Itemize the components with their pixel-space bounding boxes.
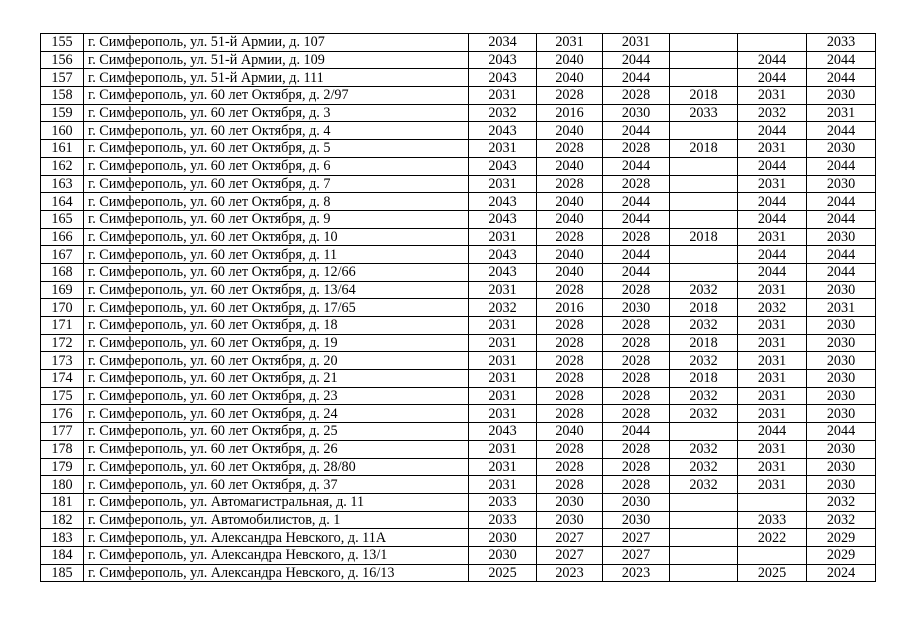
year-col-6-cell: 2030: [807, 334, 876, 352]
year-col-3-cell: 2028: [603, 228, 670, 246]
year-col-4-cell: [670, 493, 738, 511]
address-cell: г. Симферополь, ул. 60 лет Октября, д. 21: [84, 370, 469, 388]
year-col-5-cell: 2031: [738, 140, 807, 158]
year-col-4-cell: [670, 193, 738, 211]
year-col-3-cell: 2028: [603, 352, 670, 370]
year-col-6-cell: 2029: [807, 546, 876, 564]
year-col-1-cell: 2043: [469, 246, 537, 264]
year-col-5-cell: 2031: [738, 476, 807, 494]
table-row: [41, 193, 876, 211]
row-number-cell: 171: [41, 317, 84, 335]
address-cell: г. Симферополь, ул. 60 лет Октября, д. 7: [84, 175, 469, 193]
table-row: [41, 281, 876, 299]
row-number-cell: 165: [41, 210, 84, 228]
year-col-5-cell: 2044: [738, 51, 807, 69]
table-row: [41, 387, 876, 405]
row-number-cell: 179: [41, 458, 84, 476]
year-col-3-cell: 2023: [603, 564, 670, 582]
year-col-4-cell: 2032: [670, 476, 738, 494]
address-cell: г. Симферополь, ул. 60 лет Октября, д. 23: [84, 387, 469, 405]
address-cell: г. Симферополь, ул. 60 лет Октября, д. 24: [84, 405, 469, 423]
year-col-3-cell: 2031: [603, 34, 670, 52]
year-col-5-cell: 2044: [738, 210, 807, 228]
year-col-5-cell: 2031: [738, 175, 807, 193]
address-cell: г. Симферополь, ул. 60 лет Октября, д. 26: [84, 440, 469, 458]
year-col-1-cell: 2032: [469, 104, 537, 122]
year-col-4-cell: [670, 122, 738, 140]
table-row: [41, 370, 876, 388]
year-col-1-cell: 2043: [469, 263, 537, 281]
row-number-cell: 164: [41, 193, 84, 211]
table-row: [41, 34, 876, 52]
table-row: [41, 529, 876, 547]
year-col-3-cell: 2028: [603, 387, 670, 405]
year-col-2-cell: 2040: [537, 193, 603, 211]
year-col-1-cell: 2033: [469, 493, 537, 511]
year-col-1-cell: 2043: [469, 423, 537, 441]
year-col-5-cell: 2031: [738, 370, 807, 388]
row-number-cell: 174: [41, 370, 84, 388]
year-col-2-cell: 2031: [537, 34, 603, 52]
year-col-4-cell: [670, 263, 738, 281]
year-col-2-cell: 2030: [537, 511, 603, 529]
year-col-1-cell: 2043: [469, 210, 537, 228]
address-cell: г. Симферополь, ул. 60 лет Октября, д. 11: [84, 246, 469, 264]
year-col-6-cell: 2030: [807, 175, 876, 193]
row-number-cell: 176: [41, 405, 84, 423]
year-col-5-cell: 2044: [738, 246, 807, 264]
year-col-4-cell: [670, 246, 738, 264]
table-row: [41, 405, 876, 423]
year-col-5-cell: 2033: [738, 511, 807, 529]
year-col-4-cell: [670, 546, 738, 564]
year-col-6-cell: 2030: [807, 352, 876, 370]
year-col-4-cell: 2018: [670, 334, 738, 352]
year-col-6-cell: 2031: [807, 299, 876, 317]
year-col-6-cell: 2044: [807, 246, 876, 264]
year-col-4-cell: [670, 157, 738, 175]
row-number-cell: 155: [41, 34, 84, 52]
address-cell: г. Симферополь, ул. 60 лет Октября, д. 9: [84, 210, 469, 228]
table-row: [41, 51, 876, 69]
year-col-6-cell: 2024: [807, 564, 876, 582]
address-cell: г. Симферополь, ул. 60 лет Октября, д. 25: [84, 423, 469, 441]
year-col-4-cell: [670, 69, 738, 87]
table-row: [41, 352, 876, 370]
table-row: [41, 440, 876, 458]
row-number-cell: 157: [41, 69, 84, 87]
row-number-cell: 163: [41, 175, 84, 193]
year-col-6-cell: 2044: [807, 263, 876, 281]
address-cell: г. Симферополь, ул. Автомагистральная, д. 11: [84, 493, 469, 511]
year-col-6-cell: 2030: [807, 140, 876, 158]
year-col-3-cell: 2028: [603, 458, 670, 476]
year-col-6-cell: 2032: [807, 511, 876, 529]
year-col-5-cell: 2031: [738, 317, 807, 335]
year-col-1-cell: 2043: [469, 122, 537, 140]
row-number-cell: 162: [41, 157, 84, 175]
address-cell: г. Симферополь, ул. 60 лет Октября, д. 20: [84, 352, 469, 370]
table-row: [41, 546, 876, 564]
year-col-1-cell: 2030: [469, 546, 537, 564]
year-col-1-cell: 2043: [469, 51, 537, 69]
year-col-2-cell: 2028: [537, 334, 603, 352]
year-col-4-cell: 2032: [670, 458, 738, 476]
row-number-cell: 166: [41, 228, 84, 246]
address-cell: г. Симферополь, ул. 60 лет Октября, д. 4: [84, 122, 469, 140]
row-number-cell: 168: [41, 263, 84, 281]
address-cell: г. Симферополь, ул. Александра Невского, д. 13/1: [84, 546, 469, 564]
year-col-6-cell: 2044: [807, 51, 876, 69]
year-col-4-cell: [670, 564, 738, 582]
year-col-3-cell: 2028: [603, 317, 670, 335]
year-col-6-cell: 2030: [807, 281, 876, 299]
year-col-1-cell: 2031: [469, 476, 537, 494]
year-col-1-cell: 2031: [469, 281, 537, 299]
year-col-5-cell: [738, 493, 807, 511]
year-col-4-cell: [670, 529, 738, 547]
year-col-4-cell: 2032: [670, 317, 738, 335]
year-col-4-cell: 2018: [670, 299, 738, 317]
year-col-4-cell: 2018: [670, 370, 738, 388]
year-col-5-cell: 2031: [738, 87, 807, 105]
year-col-5-cell: 2044: [738, 69, 807, 87]
address-cell: г. Симферополь, ул. 60 лет Октября, д. 5: [84, 140, 469, 158]
year-col-2-cell: 2040: [537, 246, 603, 264]
table-row: [41, 334, 876, 352]
year-col-4-cell: [670, 210, 738, 228]
year-col-2-cell: 2040: [537, 263, 603, 281]
year-col-4-cell: 2018: [670, 87, 738, 105]
year-col-5-cell: 2031: [738, 352, 807, 370]
year-col-3-cell: 2030: [603, 299, 670, 317]
row-number-cell: 161: [41, 140, 84, 158]
address-cell: г. Симферополь, ул. Александра Невского, д. 16/13: [84, 564, 469, 582]
year-col-3-cell: 2044: [603, 51, 670, 69]
year-col-5-cell: 2044: [738, 193, 807, 211]
year-col-2-cell: 2028: [537, 175, 603, 193]
year-col-1-cell: 2031: [469, 440, 537, 458]
year-col-2-cell: 2028: [537, 476, 603, 494]
year-col-6-cell: 2044: [807, 210, 876, 228]
year-col-1-cell: 2034: [469, 34, 537, 52]
table-row: [41, 210, 876, 228]
table-body: [41, 34, 876, 582]
year-col-3-cell: 2044: [603, 263, 670, 281]
year-col-1-cell: 2031: [469, 458, 537, 476]
year-col-2-cell: 2028: [537, 370, 603, 388]
year-col-5-cell: 2025: [738, 564, 807, 582]
year-col-5-cell: 2022: [738, 529, 807, 547]
year-col-4-cell: [670, 51, 738, 69]
year-col-6-cell: 2030: [807, 458, 876, 476]
year-col-6-cell: 2044: [807, 122, 876, 140]
table-row: [41, 140, 876, 158]
row-number-cell: 177: [41, 423, 84, 441]
year-col-3-cell: 2028: [603, 334, 670, 352]
year-col-1-cell: 2031: [469, 334, 537, 352]
year-col-1-cell: 2031: [469, 352, 537, 370]
table-row: [41, 458, 876, 476]
table-row: [41, 263, 876, 281]
year-col-1-cell: 2025: [469, 564, 537, 582]
row-number-cell: 169: [41, 281, 84, 299]
table-row: [41, 317, 876, 335]
year-col-4-cell: 2032: [670, 281, 738, 299]
year-col-6-cell: 2030: [807, 440, 876, 458]
row-number-cell: 173: [41, 352, 84, 370]
table-row: [41, 423, 876, 441]
year-col-3-cell: 2028: [603, 405, 670, 423]
table-row: [41, 175, 876, 193]
year-col-3-cell: 2027: [603, 546, 670, 564]
year-col-3-cell: 2030: [603, 104, 670, 122]
table-row: [41, 299, 876, 317]
year-col-4-cell: [670, 175, 738, 193]
year-col-6-cell: 2033: [807, 34, 876, 52]
row-number-cell: 160: [41, 122, 84, 140]
row-number-cell: 159: [41, 104, 84, 122]
year-col-6-cell: 2030: [807, 228, 876, 246]
row-number-cell: 181: [41, 493, 84, 511]
year-col-4-cell: [670, 34, 738, 52]
year-col-6-cell: 2031: [807, 104, 876, 122]
year-col-6-cell: 2030: [807, 317, 876, 335]
year-col-5-cell: 2031: [738, 281, 807, 299]
year-col-2-cell: 2028: [537, 405, 603, 423]
year-col-3-cell: 2028: [603, 440, 670, 458]
year-col-2-cell: 2027: [537, 529, 603, 547]
year-col-1-cell: 2031: [469, 175, 537, 193]
year-col-5-cell: 2032: [738, 299, 807, 317]
year-col-4-cell: [670, 423, 738, 441]
year-col-1-cell: 2043: [469, 69, 537, 87]
year-col-6-cell: 2044: [807, 69, 876, 87]
year-col-2-cell: 2016: [537, 104, 603, 122]
year-col-4-cell: 2032: [670, 405, 738, 423]
year-col-1-cell: 2031: [469, 405, 537, 423]
address-cell: г. Симферополь, ул. 60 лет Октября, д. 13/64: [84, 281, 469, 299]
year-col-2-cell: 2040: [537, 51, 603, 69]
row-number-cell: 167: [41, 246, 84, 264]
row-number-cell: 182: [41, 511, 84, 529]
year-col-6-cell: 2030: [807, 387, 876, 405]
address-cell: г. Симферополь, ул. 60 лет Октября, д. 18: [84, 317, 469, 335]
year-col-5-cell: 2031: [738, 387, 807, 405]
address-cell: г. Симферополь, ул. 60 лет Октября, д. 28/80: [84, 458, 469, 476]
table-row: [41, 493, 876, 511]
year-col-3-cell: 2044: [603, 210, 670, 228]
year-col-6-cell: 2032: [807, 493, 876, 511]
address-cell: г. Симферополь, ул. 60 лет Октября, д. 8: [84, 193, 469, 211]
address-cell: г. Симферополь, ул. 60 лет Октября, д. 37: [84, 476, 469, 494]
year-col-2-cell: 2028: [537, 317, 603, 335]
year-col-1-cell: 2043: [469, 193, 537, 211]
year-col-5-cell: 2031: [738, 440, 807, 458]
year-col-1-cell: 2031: [469, 140, 537, 158]
table-row: [41, 564, 876, 582]
year-col-1-cell: 2043: [469, 157, 537, 175]
year-col-6-cell: 2030: [807, 87, 876, 105]
year-col-2-cell: 2016: [537, 299, 603, 317]
year-col-1-cell: 2031: [469, 87, 537, 105]
year-col-5-cell: 2044: [738, 157, 807, 175]
year-col-3-cell: 2044: [603, 246, 670, 264]
year-col-6-cell: 2030: [807, 405, 876, 423]
year-col-2-cell: 2040: [537, 157, 603, 175]
year-col-3-cell: 2030: [603, 511, 670, 529]
year-col-6-cell: 2044: [807, 423, 876, 441]
year-col-5-cell: 2031: [738, 458, 807, 476]
year-col-3-cell: 2044: [603, 122, 670, 140]
table-row: [41, 157, 876, 175]
address-cell: г. Симферополь, ул. 51-й Армии, д. 107: [84, 34, 469, 52]
year-col-1-cell: 2031: [469, 228, 537, 246]
year-col-3-cell: 2028: [603, 140, 670, 158]
year-col-2-cell: 2040: [537, 69, 603, 87]
row-number-cell: 183: [41, 529, 84, 547]
table-row: [41, 69, 876, 87]
year-col-3-cell: 2030: [603, 493, 670, 511]
address-cell: г. Симферополь, ул. 60 лет Октября, д. 19: [84, 334, 469, 352]
year-col-4-cell: [670, 511, 738, 529]
year-col-5-cell: [738, 546, 807, 564]
document-table: [40, 33, 876, 582]
year-col-1-cell: 2031: [469, 370, 537, 388]
year-col-5-cell: 2044: [738, 263, 807, 281]
address-cell: г. Симферополь, ул. 51-й Армии, д. 111: [84, 69, 469, 87]
year-col-2-cell: 2040: [537, 423, 603, 441]
row-number-cell: 172: [41, 334, 84, 352]
year-col-3-cell: 2028: [603, 476, 670, 494]
table-row: [41, 476, 876, 494]
row-number-cell: 175: [41, 387, 84, 405]
year-col-5-cell: 2031: [738, 228, 807, 246]
year-col-5-cell: 2031: [738, 405, 807, 423]
row-number-cell: 170: [41, 299, 84, 317]
year-col-6-cell: 2044: [807, 193, 876, 211]
year-col-3-cell: 2044: [603, 157, 670, 175]
year-col-6-cell: 2044: [807, 157, 876, 175]
year-col-4-cell: 2033: [670, 104, 738, 122]
year-col-2-cell: 2040: [537, 210, 603, 228]
address-cell: г. Симферополь, ул. 60 лет Октября, д. 12/66: [84, 263, 469, 281]
year-col-3-cell: 2044: [603, 69, 670, 87]
year-col-2-cell: 2028: [537, 228, 603, 246]
year-col-6-cell: 2029: [807, 529, 876, 547]
address-cell: г. Симферополь, ул. 60 лет Октября, д. 3: [84, 104, 469, 122]
year-col-2-cell: 2023: [537, 564, 603, 582]
address-cell: г. Симферополь, ул. 60 лет Октября, д. 10: [84, 228, 469, 246]
table-row: [41, 511, 876, 529]
year-col-3-cell: 2044: [603, 423, 670, 441]
year-col-2-cell: 2028: [537, 440, 603, 458]
address-cell: г. Симферополь, ул. 60 лет Октября, д. 6: [84, 157, 469, 175]
address-cell: г. Симферополь, ул. 60 лет Октября, д. 17/65: [84, 299, 469, 317]
year-col-3-cell: 2028: [603, 175, 670, 193]
year-col-2-cell: 2028: [537, 87, 603, 105]
year-col-1-cell: 2032: [469, 299, 537, 317]
year-col-2-cell: 2028: [537, 281, 603, 299]
year-col-4-cell: 2032: [670, 440, 738, 458]
year-col-2-cell: 2040: [537, 122, 603, 140]
year-col-4-cell: 2018: [670, 228, 738, 246]
row-number-cell: 156: [41, 51, 84, 69]
address-cell: г. Симферополь, ул. 51-й Армии, д. 109: [84, 51, 469, 69]
row-number-cell: 158: [41, 87, 84, 105]
year-col-1-cell: 2030: [469, 529, 537, 547]
year-col-5-cell: 2032: [738, 104, 807, 122]
year-col-2-cell: 2028: [537, 387, 603, 405]
address-cell: г. Симферополь, ул. Автомобилистов, д. 1: [84, 511, 469, 529]
year-col-3-cell: 2044: [603, 193, 670, 211]
table-row: [41, 104, 876, 122]
year-col-1-cell: 2033: [469, 511, 537, 529]
table-row: [41, 122, 876, 140]
year-col-1-cell: 2031: [469, 387, 537, 405]
address-cell: г. Симферополь, ул. 60 лет Октября, д. 2/97: [84, 87, 469, 105]
row-number-cell: 178: [41, 440, 84, 458]
table-row: [41, 228, 876, 246]
table-row: [41, 87, 876, 105]
row-number-cell: 180: [41, 476, 84, 494]
year-col-3-cell: 2028: [603, 281, 670, 299]
year-col-6-cell: 2030: [807, 476, 876, 494]
year-col-5-cell: 2044: [738, 423, 807, 441]
year-col-3-cell: 2028: [603, 87, 670, 105]
table-row: [41, 246, 876, 264]
year-col-3-cell: 2028: [603, 370, 670, 388]
row-number-cell: 184: [41, 546, 84, 564]
year-col-5-cell: [738, 34, 807, 52]
address-cell: г. Симферополь, ул. Александра Невского, д. 11А: [84, 529, 469, 547]
year-col-4-cell: 2032: [670, 387, 738, 405]
year-col-2-cell: 2028: [537, 458, 603, 476]
year-col-2-cell: 2030: [537, 493, 603, 511]
year-col-4-cell: 2018: [670, 140, 738, 158]
year-col-3-cell: 2027: [603, 529, 670, 547]
year-col-5-cell: 2044: [738, 122, 807, 140]
row-number-cell: 185: [41, 564, 84, 582]
year-col-1-cell: 2031: [469, 317, 537, 335]
year-col-2-cell: 2027: [537, 546, 603, 564]
year-col-5-cell: 2031: [738, 334, 807, 352]
year-col-2-cell: 2028: [537, 352, 603, 370]
year-col-2-cell: 2028: [537, 140, 603, 158]
year-col-4-cell: 2032: [670, 352, 738, 370]
year-col-6-cell: 2030: [807, 370, 876, 388]
